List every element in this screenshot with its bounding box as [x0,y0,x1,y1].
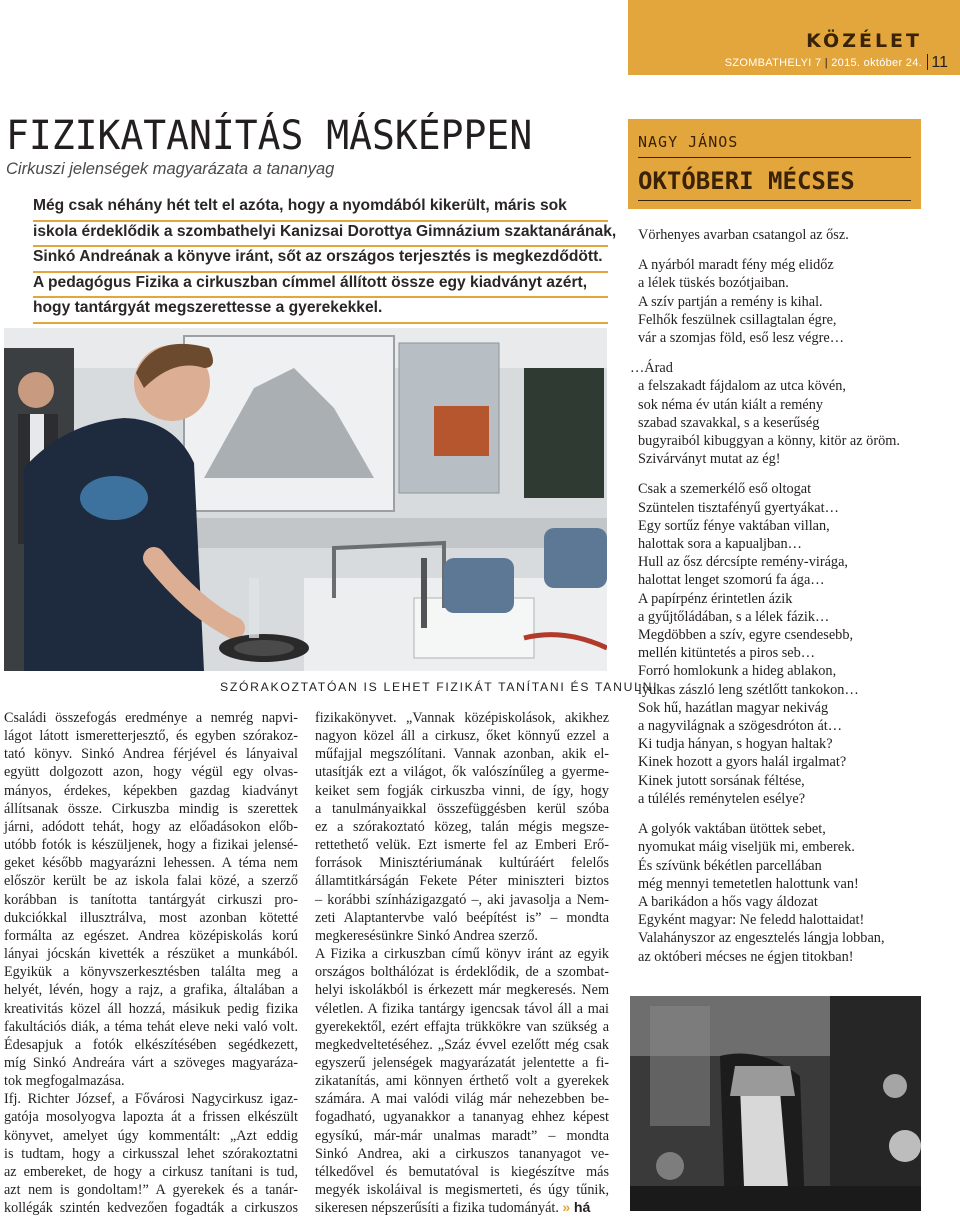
header-rule [638,200,911,201]
body-line: fogadható, ugyanakkor a tananyag ehhez képest [315,1109,609,1126]
body-line: Ifj. Richter József, a Fővárosi Nagycirkusz igaz- [4,1091,298,1108]
body-line: formálta az egészet. Andrea középiskolás korú [4,927,298,944]
poem-line: …Árad [630,360,673,377]
poem-line: A papírpénz érintetlen ázik [638,590,793,607]
article-title: FIZIKATANÍTÁS MÁSKÉPPEN [6,112,533,159]
body-line: kreativitás közel áll hozzá, másikuk pedig fizika [4,1000,298,1017]
poem-line: Felhők feszülnek csillagtalan égre, [638,311,837,328]
body-line: azt nem is gondoltam!” A gyerekek és a tanár- [4,1182,298,1199]
poem-photo-historic [630,996,921,1211]
body-line: Sinkó Andrea, aki a cirkuszos tananyagot ve- [315,1145,609,1162]
lead-line: A pedagógus Fizika a cirkuszban címmel állított össze egy kiadványt azért, [33,273,608,299]
poem-line: a felszakadt fájdalom az utca kövén, [638,378,846,395]
poem-line: És szívünk békétlen parcellában [638,857,822,874]
body-line: A Fizika a cirkuszban című könyv iránt az egyik [315,946,609,963]
poem-line: a nagyvilágnak a szögesdróton át… [638,718,843,735]
poem-line: A golyók vaktában ütöttek sebet, [638,821,826,838]
body-line: míg Sinkó Andreára várt a szöveges magyaráza- [4,1054,298,1071]
end-mark: » [562,1200,571,1217]
poem-line: Ki tudja hányan, s hogyan haltak? [638,736,833,753]
article-lead [33,196,617,324]
poem-body [630,226,938,966]
body-line: műfajjal megszólítani. Vannak azonban, akik el- [315,746,609,763]
poem-author: NAGY JÁNOS [638,133,739,151]
lead-line: Még csak néhány hét telt el azóta, hogy a nyomdából kikerült, máris sok [33,196,608,222]
poem-line: mellén kitüntetés a piros seb… [638,645,816,662]
body-line: megyék iskoláival is megismerteti, és úgy tűnik, [315,1182,609,1199]
poem-line: vár a szomjas föld, eső lesz végre… [638,330,845,347]
lead-line: iskola érdeklődik a szombathelyi Kanizsai Dorottya Gimnázium szaktanárának, [33,222,608,248]
poem-line: Egyként magyar: Ne feledd halottaidat! [638,912,865,929]
body-line: együtt dolgozott azon, hogy végül egy olvas- [4,764,298,781]
body-line: mányos, érdekes, képekben gazdag kiadványt [4,782,298,799]
poem-line: A barikádon a hős vagy áldozat [638,893,818,910]
poem-line: A nyárból maradt fény még elidőz [638,257,834,274]
body-line: az embereket, de hogy a cirkusz tanítani is tud, [4,1163,298,1180]
lead-line: hogy tantárgyát megszerettesse a gyerekekkel. [33,298,608,324]
poem-line: A szív partján a remény is kihal. [638,293,823,310]
poem-line: az októberi mécses ne égjen titokban! [638,948,854,965]
body-line: – korábbi színházigazgató –, aki javasolja a Nem- [315,891,609,908]
body-line: véletlen. A fizika tantárgy igencsak távol áll a mai [315,1000,609,1017]
article-column-right [315,709,609,1217]
poem-line: Kinek jutott sorsának féltése, [638,772,805,789]
body-line: helyét, lévén, hogy a rajz, a grafika, általában a [4,982,298,999]
poem-line: nyomukat máig viseljük mi, emberek. [638,839,855,856]
body-line: utasítják ezt a világot, ők valószínűleg a gyerme- [315,764,609,781]
body-line: tok megfogalmazása. [4,1073,125,1090]
article-subtitle: Cirkuszi jelenségek magyarázata a tananyag [6,160,335,178]
poem-line: Sok hű, hazátlan magyar nekivág [638,699,829,716]
body-line: rettethető velük. Ezt ismerte fel az Emberi Erő- [315,837,609,854]
body-line: lányai jócskán kivették a részüket a munkából. [4,946,298,963]
body-line: könyvet, amelyet úgy kommentált: „Azt eddig [4,1127,298,1144]
body-line: tató könyv. Sinkó Andrea férjével és lányaival [4,746,298,763]
poem-line: még mennyi temetetlen halottunk van! [638,875,859,892]
body-line: megkeresésünkre Sinkó Andrea szerző. [315,927,538,944]
body-line: utóbb fotók is készüljenek, hogy a fizikai jelensé- [4,837,298,854]
body-line: lágot látott ismeretterjesztő, és egyben szórakoz- [4,728,298,745]
body-line: geket később magyarázni lehessen. A téma nem [4,855,298,872]
poem-line: szabad szavakkal, s a keserűség [638,414,820,431]
body-line: keiket sem fogják cirkuszba vinni, de így, hogy [315,782,609,799]
poem-line: a lélek tüskés bozótjaiban. [638,275,789,292]
poem-line: Kinek hozott a gyors halál irgalmat? [638,754,847,771]
page-number: 11 [931,54,948,71]
body-line: források Minisztériumának kultúráért felelős [315,855,609,872]
poem-line: Forró homlokunk a hideg ablakon, [638,663,837,680]
body-line: nagyon közel áll a cirkusz, őket könnyű ezzel a [315,728,609,745]
poem-line: a túlélés reménytelen esélye? [638,790,806,807]
body-line: fizikakönyvet. „Vannak középiskolások, akikhez [315,710,609,726]
body-line: államtitkárságán Fekete Péter miniszteri biztos [315,873,609,890]
poem-line: halottat lenget szomorú fa ága… [638,572,825,589]
body-line: megkedveltetéséhez. „Száz évvel ezelőtt még csak [315,1036,609,1053]
body-line: sikeresen népszerűsíti a fizika tudományát. [315,1200,559,1217]
body-line: járni, adódott tehát, hogy az előadásokon előb- [4,818,298,835]
poem-line: Megdöbben a szív, egyre csendesebb, [638,627,854,644]
body-line: helyi iskolákból is érkezett már megkeresés. Nem [315,982,609,999]
poem-line: Egy sortűz fénye vaktában villan, [638,517,830,534]
body-line: állítsanak össze. Cirkuszba mindig is szerettek [4,800,298,817]
section-name: KÖZÉLET [806,30,922,52]
poem-line: Csak a szemerkélő eső oltogat [638,481,812,498]
body-line: zeti Alaptantervbe való beépítést is” – mondta [315,909,609,926]
photo-caption: SZÓRAKOZTATÓAN IS LEHET FIZIKÁT TANÍTANI ÉS TANULNI [220,680,659,694]
poem-header [628,119,921,209]
body-line: zikatanítás, ami könnyen érthető volt a gyerekek [315,1073,609,1090]
article-photo-classroom [4,328,607,671]
body-line: először került be az iskola falai közé, a szerző [4,873,298,890]
poem-line: Valahányszor az engesztelés lángja lobban, [638,930,885,947]
body-line: a tanulmányaikkal összefüggésben kerül szóba [315,800,609,817]
publication-name: SZOMBATHELYI 7 [724,57,822,69]
body-line: egyszerű jelenségek magyarázatát jelentette a fi- [315,1054,609,1071]
body-line-final [315,1199,609,1217]
body-line: Családi összefogás eredménye a nemrég napvi- [4,710,298,726]
article-column-left [4,709,298,1217]
header-rule [638,157,911,158]
body-line: Egyikük a könyvszerkesztésben találta meg a [4,964,298,981]
author-signature: há [573,1200,591,1217]
body-line: országos bolthálózat is érdeklődik, de a szombat- [315,964,609,981]
section-header [628,0,960,75]
poem-line: halottak sora a kapualjban… [638,536,802,553]
poem-line: Szivárványt mutat az ég! [638,451,781,468]
poem-line: a gyűjtőládában, s a lélek fázik… [638,608,830,625]
body-line: gyerekektől, ezért effajta trükkökre van szükség a [315,1018,609,1035]
poem-line: sok néma év után kiált a remény [638,396,824,413]
body-line: gatója mosolyogva lapozta át a frissen elkészült [4,1109,298,1126]
body-line: dukciókkal illusztrálva, most azonban kötetté [4,909,298,926]
body-line: számára. A mai valódi világ már nehezebben be- [315,1091,609,1108]
body-line: is tudtam, hogy a cirkusszal lehet szórakoztatni [4,1145,298,1162]
poem-line: bugyraiból kibuggyan a könny, kitör az öröm. [638,433,900,450]
poem-title: OKTÓBERI MÉCSES [638,167,855,195]
poem-line: lyukas zászló leng szétlőtt tankokon… [638,681,859,698]
body-line: ez a szórakoztató közeg, talán mégis megsze- [315,818,609,835]
publication-line: SZOMBATHELYI 7 | 2015. október 24. [724,57,922,69]
publication-date: 2015. október 24. [831,57,922,69]
lead-line: Sinkó Andreának a könyve iránt, sőt az országos terjesztés is megkezdődött. [33,247,608,273]
poem-line: Hull az ősz dércsípte remény-virága, [638,554,848,571]
poem-line: Szüntelen tisztafényű gyertyákat… [638,499,839,516]
poem-line: Vörhenyes avarban csatangol az ősz. [638,227,849,243]
body-line: egysíkú, már-már unalmas maradt” – mondta [315,1127,609,1144]
header-divider [927,54,928,70]
body-line: kollégák szintén kedvezően fogadták a cirkuszos [4,1200,298,1217]
body-line: télkedővel és bemutatóval is kiegészítve más [315,1163,609,1180]
body-line: Édesapjuk a fotók elkészítésében segédkezett, [4,1036,298,1053]
body-line: korábban is tanította tantárgyát cirkuszi pro- [4,891,298,908]
body-line: fakultációs diák, a téma tehát eleve neki való volt. [4,1018,298,1035]
